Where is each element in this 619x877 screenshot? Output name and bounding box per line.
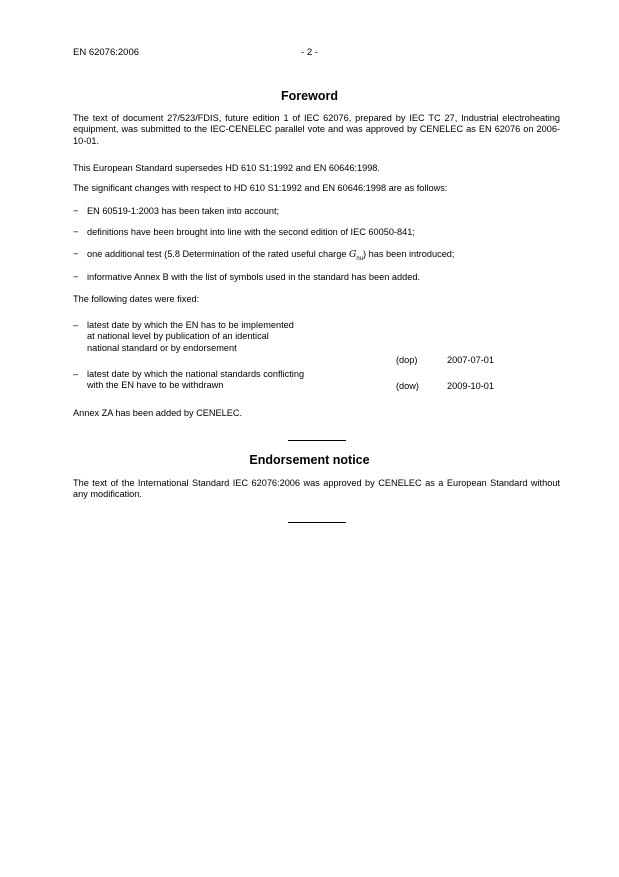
date-abbr: (dop) — [396, 354, 418, 365]
bullet-marker: − — [73, 272, 79, 282]
endorsement-title: Endorsement notice — [249, 453, 370, 467]
changes-list-3 — [73, 249, 560, 265]
changes-list — [73, 206, 560, 217]
section-divider — [288, 440, 346, 441]
foreword-para-1: The text of document 27/523/FDIS, future edition 1 of IEC 62076, prepared by IEC TC 27, Industrial electroheating equipment, was submitted to the IEC-CENELEC parallel vote and was approved by CENELEC as EN 62076 on 2006-10-01. — [73, 113, 560, 146]
dates-list — [73, 320, 560, 366]
foreword-title: Foreword — [281, 89, 338, 103]
date-marker: – — [73, 369, 79, 379]
foreword-para-2-block — [73, 163, 560, 174]
endorsement-text: The text of the International Standard IEC 62076:2006 was approved by CENELEC as a European Standard without any modification. — [73, 478, 560, 500]
endorsement-body — [73, 478, 560, 501]
date-value: 2009-10-01 — [447, 380, 494, 391]
annex-note: Annex ZA has been added by CENELEC. — [73, 408, 243, 418]
dates-list-2 — [73, 369, 560, 392]
bullet-marker: − — [73, 227, 79, 237]
changes-list-2 — [73, 227, 560, 238]
annex-note-block — [73, 408, 560, 419]
dates-intro: The following dates were fixed: — [73, 294, 200, 304]
symbol-g: G — [349, 249, 357, 260]
date-value: 2007-07-01 — [447, 354, 494, 365]
symbol-subscript: nu — [356, 255, 364, 262]
foreword-body — [73, 113, 560, 147]
header-page-number: - 2 - — [301, 47, 318, 58]
dates-intro-block — [73, 294, 560, 305]
section-divider-end — [288, 522, 346, 523]
date-item-dop: – latest date by which the EN has to be implemented at national level by publication of an identical national standard or by endorsement (dop) 2007-07-01 — [73, 320, 494, 365]
date-abbr: (dow) — [396, 380, 419, 391]
changes-list-4 — [73, 272, 560, 283]
header-doc-id: EN 62076:2006 — [73, 47, 140, 58]
foreword-para-3: The significant changes with respect to HD 610 S1:1992 and EN 60646:1998 are as follows: — [73, 183, 448, 193]
bullet-marker: − — [73, 206, 79, 216]
date-marker: – — [73, 320, 79, 330]
list-item: − informative Annex B with the list of symbols used in the standard has been added. — [73, 272, 420, 282]
list-item: − definitions have been brought into line with the second edition of IEC 60050-841; — [73, 227, 415, 237]
foreword-para-3-block — [73, 183, 560, 194]
list-item: − EN 60519-1:2003 has been taken into account; — [73, 206, 280, 216]
list-item: − one additional test (5.8 Determination of the rated useful charge $G_{nu}$) has been introduced; — [73, 249, 455, 262]
foreword-para-2: This European Standard supersedes HD 610 S1:1992 and EN 60646:1998. — [73, 163, 380, 173]
bullet-marker: − — [73, 249, 79, 259]
date-item-dow: – latest date by which the national standards conflicting with the EN have to be withdrawn (dow) 2009-10-01 — [73, 369, 494, 391]
